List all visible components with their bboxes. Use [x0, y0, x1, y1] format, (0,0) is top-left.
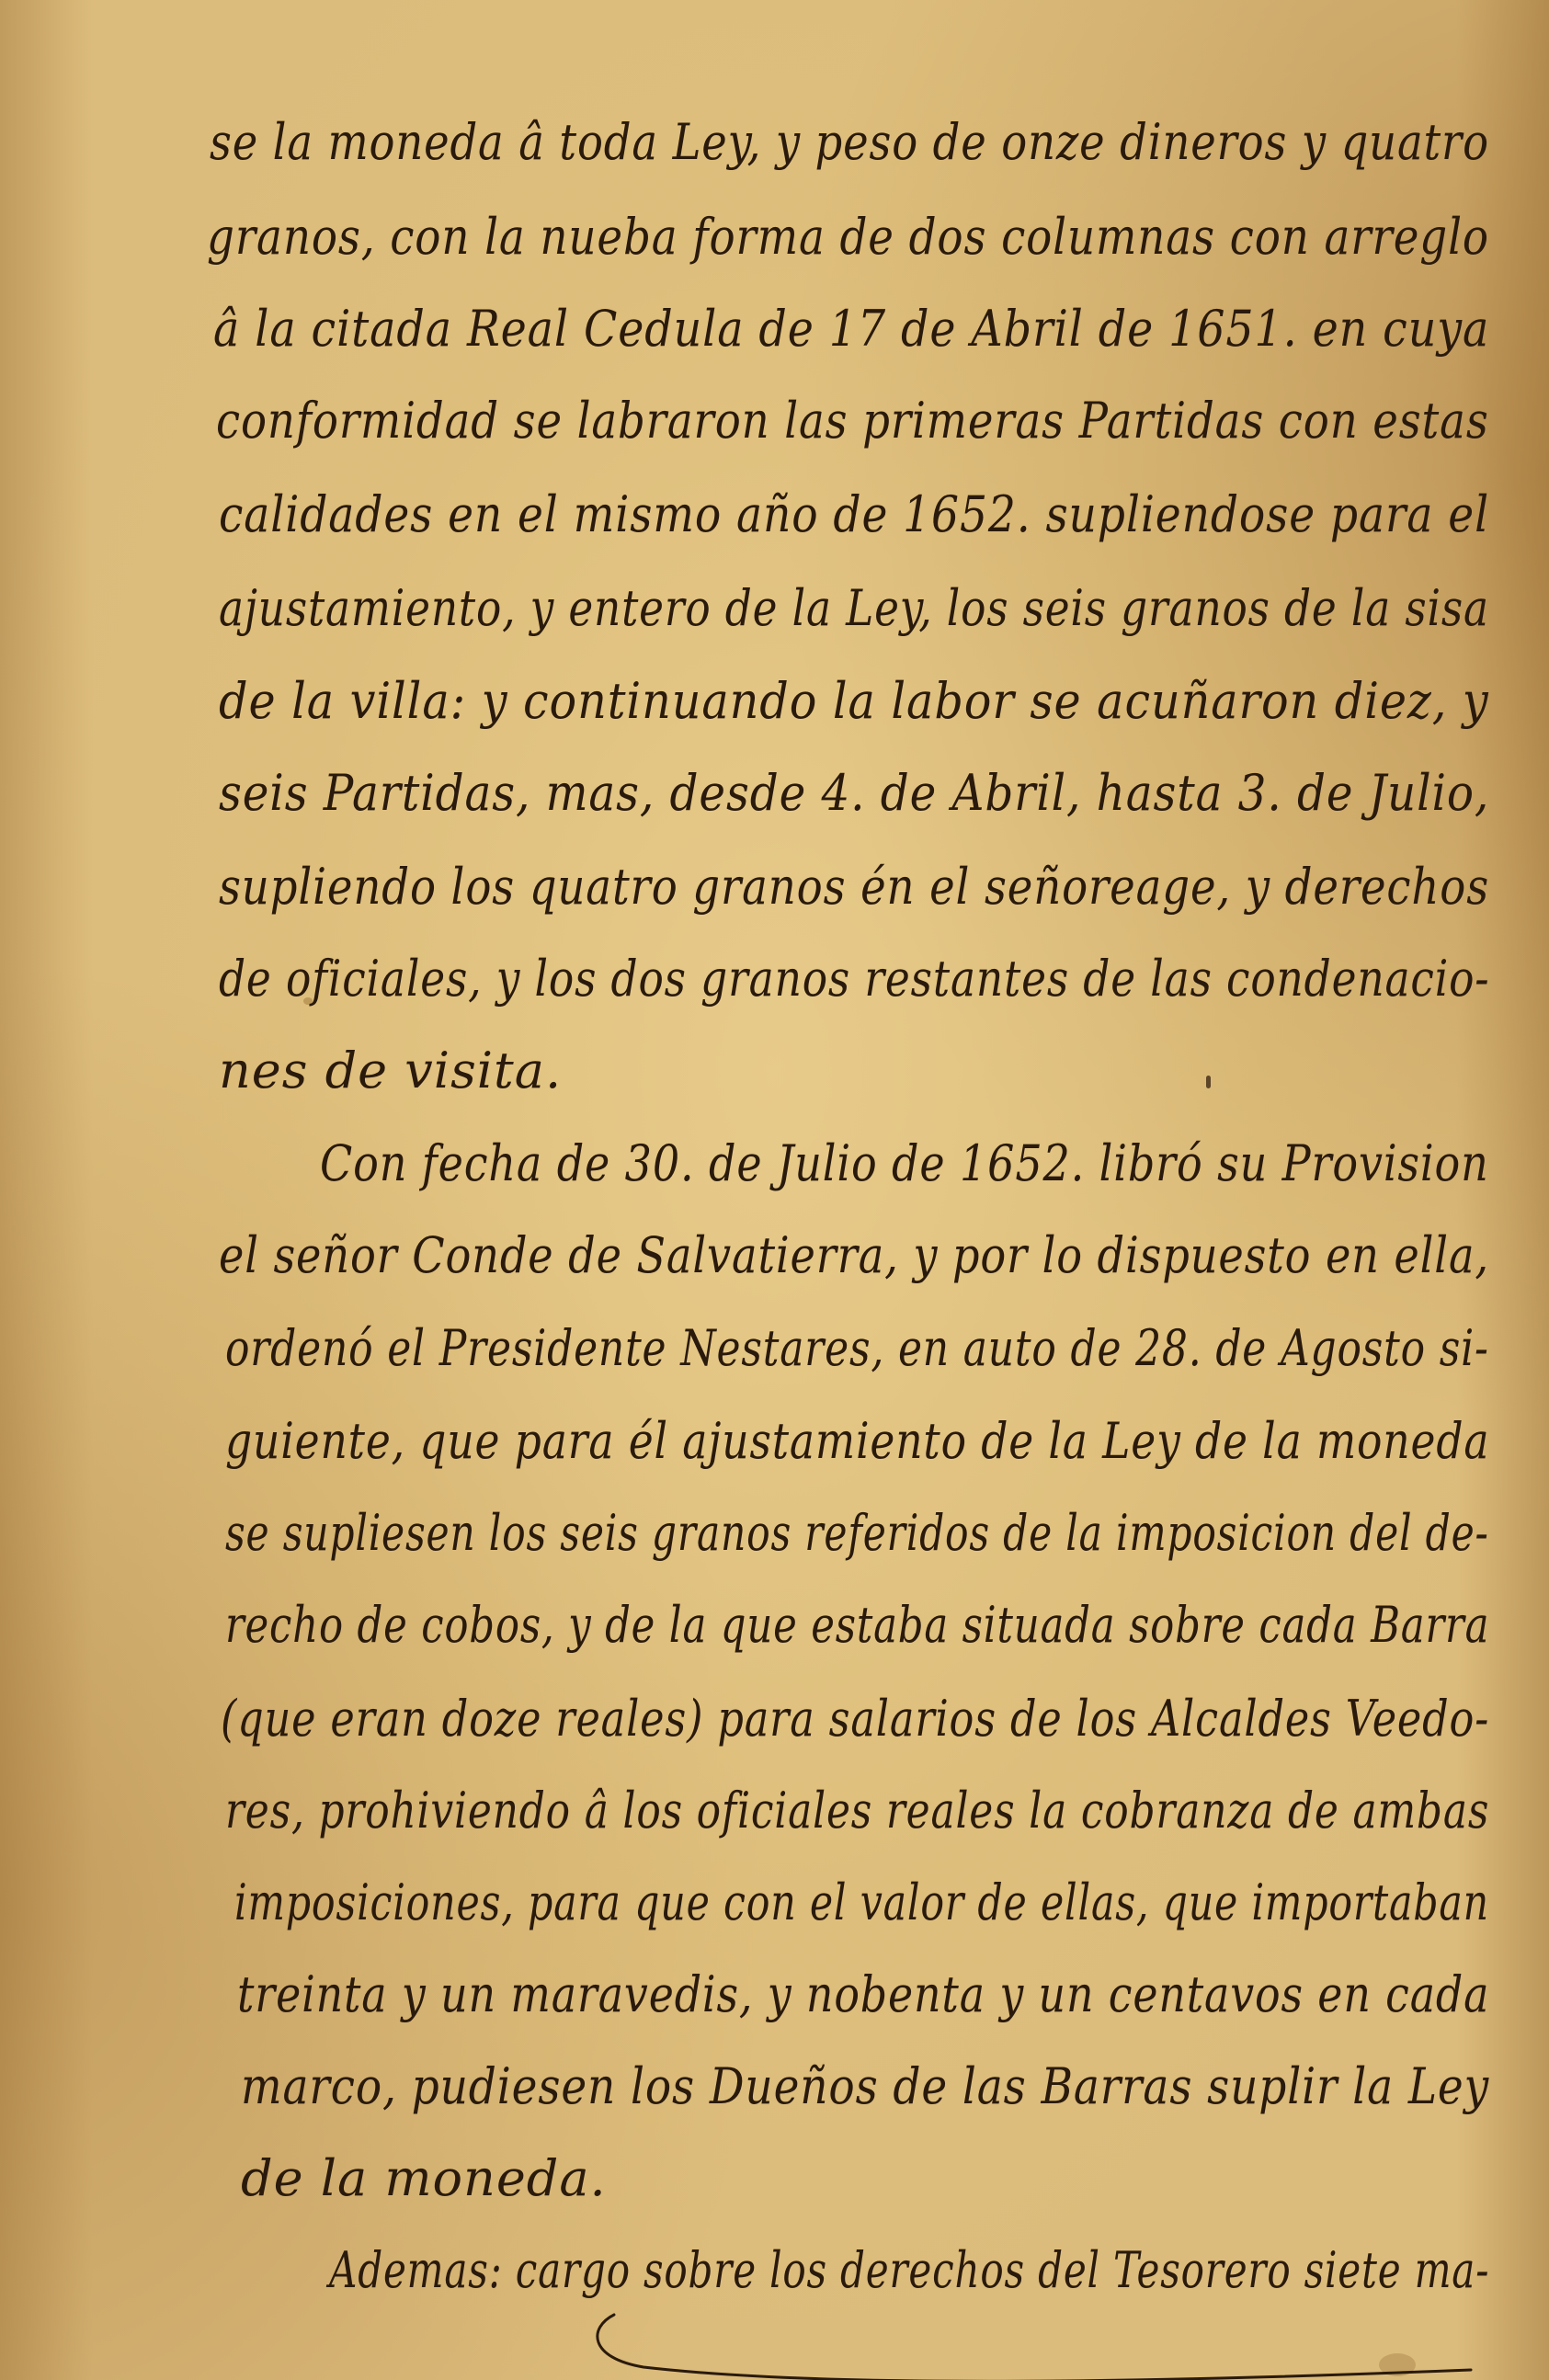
text-line: ajustamiento, y entero de la Ley, los seis granos de la sisa — [219, 579, 1489, 637]
text-line: guiente, que para él ajustamiento de la Ley de la moneda — [225, 1412, 1490, 1470]
text-line: marco, pudiesen los Dueños de las Barras suplir la Ley — [241, 2057, 1490, 2115]
text-line: imposiciones, para que con el valor de ellas, que importaban — [234, 1873, 1489, 1931]
text-line: Ademas: cargo sobre los derechos del Tesorero siete ma- — [329, 2241, 1490, 2299]
text-line: treinta y un maravedis, y nobenta y un centavos en cada — [237, 1965, 1490, 2023]
text-line: Con fecha de 30. de Julio de 1652. libró su Provision — [320, 1134, 1489, 1192]
text-line: supliendo los quatro granos én el señoreage, y derechos — [219, 858, 1489, 916]
text-line: res, prohiviendo â los oficiales reales la cobranza de ambas — [225, 1782, 1490, 1839]
text-line: se la moneda â toda Ley, y peso de onze dineros y quatro — [210, 113, 1489, 171]
text-line: nes de visita. — [219, 1042, 563, 1099]
text-line: de la moneda. — [241, 2149, 607, 2207]
text-line: de la villa: y continuando la labor se acuñaron diez, y — [219, 672, 1489, 730]
text-line: granos, con la nueba forma de dos columnas con arreglo — [207, 208, 1489, 266]
text-line: seis Partidas, mas, desde 4. de Abril, hasta 3. de Julio, — [219, 764, 1490, 822]
text-line: de oficiales, y los dos granos restantes de las condenacio- — [219, 950, 1490, 1008]
text-line: calidades en el mismo año de 1652. supliendose para el — [219, 485, 1490, 543]
text-line: (que eran doze reales) para salarios de los Alcaldes Veedo- — [221, 1690, 1490, 1748]
text-line: el señor Conde de Salvatierra, y por lo dispuesto en ella, — [219, 1226, 1489, 1284]
text-line: â la citada Real Cedula de 17 de Abril de 1651. en cuya — [213, 300, 1490, 358]
text-line: recho de cobos, y de la que estaba situada sobre cada Barra — [225, 1596, 1490, 1654]
text-line: se supliesen los seis granos referidos de la imposicion del de- — [225, 1504, 1489, 1562]
text-line: conformidad se labraron las primeras Partidas con estas — [216, 392, 1489, 450]
text-line: ordenó el Presidente Nestares, en auto de 28. de Agosto si- — [225, 1319, 1489, 1377]
